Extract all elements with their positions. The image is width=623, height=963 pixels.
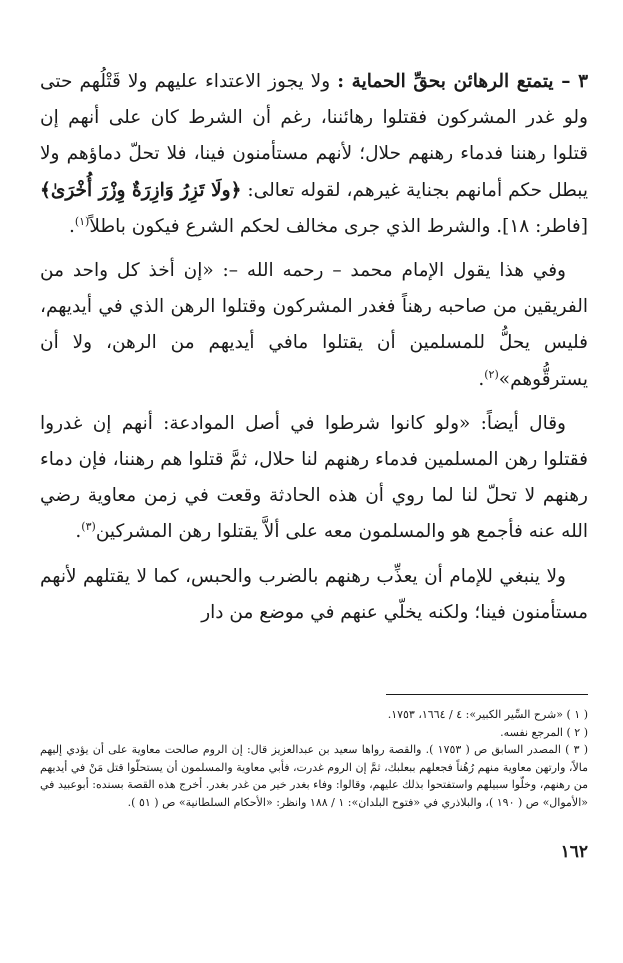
- paragraph-1-end: .: [68, 215, 75, 237]
- paragraph-3-end: .: [75, 521, 82, 543]
- footnote-2: ( ٢ ) المرجع نفسه.: [500, 725, 588, 739]
- footnotes: [40, 706, 588, 811]
- verse-reference: [فاطر: ١٨].: [496, 215, 588, 237]
- paragraph-3: [40, 406, 588, 551]
- footnote-ref-1[interactable]: (١): [74, 214, 90, 228]
- paragraph-1: [40, 64, 588, 245]
- paragraph-2-text: وفي هذا يقول الإمام محمد – رحمه الله –: «إن أخذ كل واحد من الفريقين من صاحبه رهناً فغدر المشركون وقتلوا الرهن الذي في أيديهم، فليس يحلُّ للمسلمين أن يقتلوا مافي أيديهم من الرهن، ولا أن يسترقُّوهم»: [40, 260, 588, 390]
- paragraph-4: [40, 559, 588, 631]
- footnote-ref-3[interactable]: (٣): [81, 520, 96, 534]
- paragraph-1-text-a: ولا يجوز الاعتداء عليهم ولا قَتْلُهم حتى ولو غدر المشركون فقتلوا رهائننا، رغم أن الشرط كان على أنهم إن قتلوا رهننا فدماء رهنهم حلال؛ لأنهم مستأمنون فينا، فلا تحلّ دماؤهم ولا يبطل حكم أمانهم بجناية غيرهم، لقوله تعالى:: [40, 71, 588, 201]
- footnote-divider: [386, 694, 588, 695]
- main-text: [40, 64, 588, 639]
- section-heading: ٣ – يتمتع الرهائن بحقِّ الحماية :: [337, 71, 588, 92]
- paragraph-2-end: .: [478, 368, 485, 390]
- footnote-ref-2[interactable]: (٢): [484, 367, 499, 381]
- footnote-3: ( ٣ ) المصدر السابق ص ( ١٧٥٣ ). والقصة رواها سعيد بن عبدالعزيز قال: إن الروم صالحت معاوية على أن يؤدي إليهم مالاً، وارتهن معاوية منهم رُهُناً فجعلهم ببعلبك، ثمَّ إن الروم غدرت، فأبي معاوية والمسلمون أن يستحلّوا قتل مَنْ في أيديهم من رهنهم، وخلّوا سبيلهم واستفتحوا بذلك عليهم، وقالوا: وفاء بغدر خير من غدر بغدر. أخرج هذه القصة بسنده: أبوعبيد في «الأموال» ص ( ١٩٠ )، والبلاذري في «فتوح البلدان»: ١ / ١٨٨ وانظر: «الأحكام السلطانية» ص ( ٥١ ).: [40, 743, 588, 809]
- paragraph-1-text-b: والشرط الذي جرى مخالف لحكم الشرع فيكون باطلاً: [89, 215, 497, 237]
- paragraph-4-text: ولا ينبغي للإمام أن يعذِّب رهنهم بالضرب والحبس، كما لا يقتلهم لأنهم مستأمنون فينا؛ ولكنه يخلّي عنهم في موضع من دار: [40, 565, 588, 623]
- quran-verse: ﴿ولَا تَزِرُ وَازِرَةٌ وِزْرَ أُخْرَىٰ﴾: [40, 179, 242, 201]
- page-number: ١٦٢: [560, 842, 588, 862]
- footnote-1: ( ١ ) «شرح السِّير الكبير»: ٤ / ١٦٦٤، ١٧٥٣.: [387, 708, 588, 721]
- paragraph-2: [40, 253, 588, 398]
- paragraph-3-text: وقال أيضاً: «ولو كانوا شرطوا في أصل الموادعة: أنهم إن غدروا فقتلوا رهن المسلمين فدماء رهنهم لنا حلال، ثمَّ قتلوا هم رهننا، فإن دماء رهنهم لا تحلّ لنا لما روي أن هذه الحادثة وقعت في زمن معاوية رضي الله عنه فأجمع هو والمسلمون معه على ألاَّ يقتلوا رهن المشركين: [40, 412, 588, 543]
